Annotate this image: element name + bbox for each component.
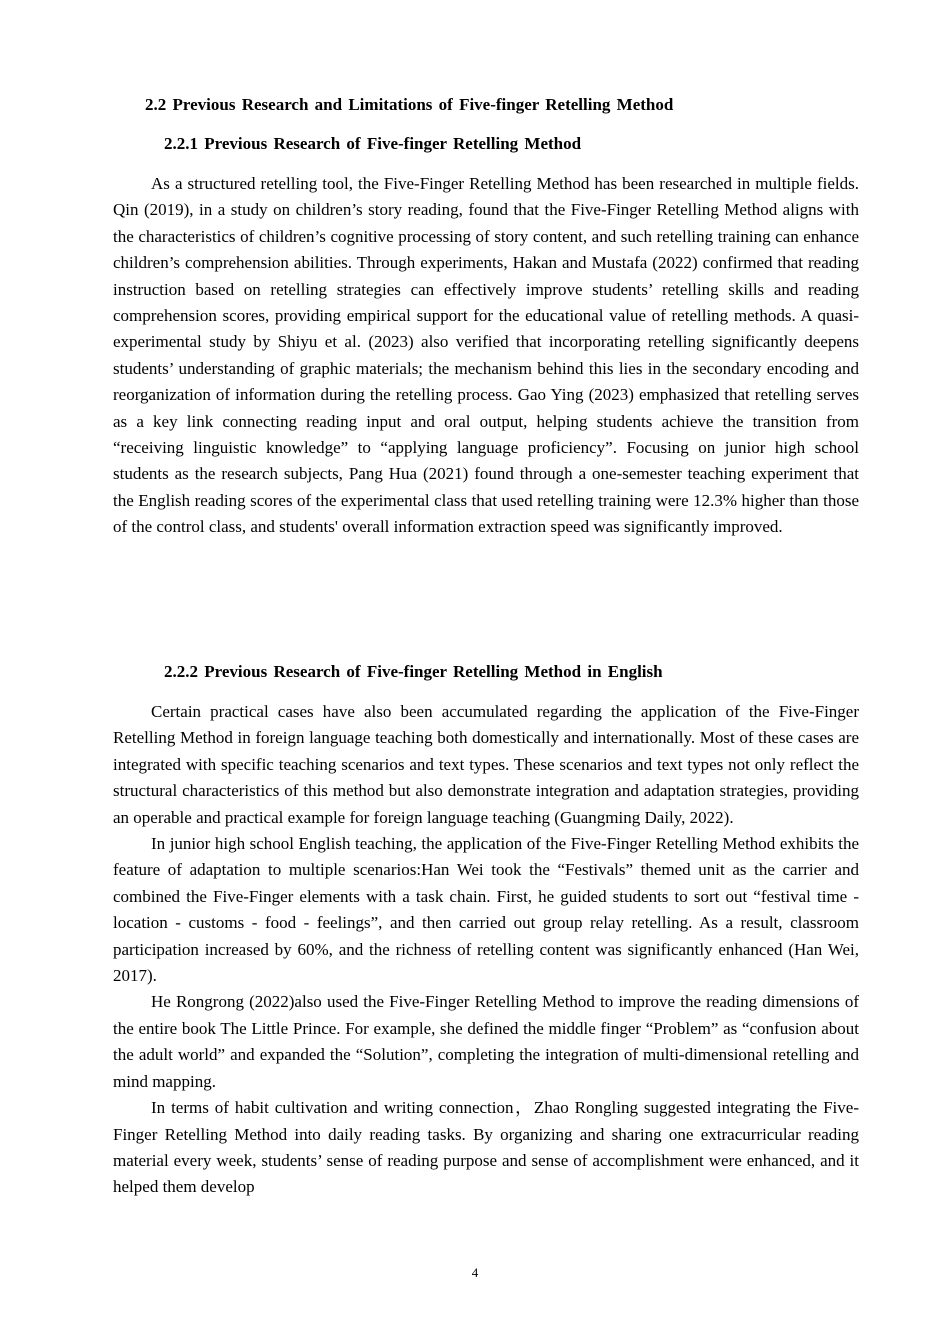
section-heading: 2.2 Previous Research and Limitations of Five-finger Retelling Method <box>145 95 674 114</box>
subsection-heading-2-2-1: 2.2.1 Previous Research of Five-finger Retelling Method <box>164 134 582 153</box>
paragraph: He Rongrong (2022)also used the Five-Finger Retelling Method to improve the reading dimensions of the entire book The Little Prince. For example, she defined the middle finger “Problem” as “confusion about the adult world” and expanded the “Solution”, completing the integration of multi-dimensional retelling and mind mapping. <box>113 992 859 1091</box>
paragraph: Certain practical cases have also been accumulated regarding the application of the Five-Finger Retelling Method in foreign language teaching both domestically and internationally. Most of these cases are integrated with specific teaching scenarios and text types. These scenarios and text types not only reflect the structural characteristics of this method but also demonstrate integration and adaptation strategies, providing an operable and practical example for foreign language teaching (Guangming Daily, 2022). <box>113 702 859 827</box>
subsection-2-2-2-body <box>113 699 859 1201</box>
page-number: 4 <box>471 1265 479 1280</box>
subsection-2-2-1-body <box>113 171 859 541</box>
paragraph: In terms of habit cultivation and writing connection，Zhao Rongling suggested integrating the Five-Finger Retelling Method into daily reading tasks. By organizing and sharing one extracurricular reading material every week, students’ sense of reading purpose and sense of accomplishment were enhanced, and it helped them develop <box>113 1098 859 1197</box>
paragraph: As a structured retelling tool, the Five-Finger Retelling Method has been researched in multiple fields. Qin (2019), in a study on children’s story reading, found that the Five-Finger Retelling Method aligns with the characteristics of children’s cognitive processing of story content, and such retelling training can enhance children’s comprehension abilities. Through experiments, Hakan and Mustafa (2022) confirmed that reading instruction based on retelling strategies can effectively improve students’ retelling skills and reading comprehension scores, providing empirical support for the educational value of retelling methods. A quasi-experimental study by Shiyu et al. (2023) also verified that incorporating retelling significantly deepens students’ understanding of graphic materials; the mechanism behind this lies in the secondary encoding and reorganization of information during the retelling process. Gao Ying (2023) emphasized that retelling serves as a key link connecting reading input and oral output, helping students achieve the transition from “receiving linguistic knowledge” to “applying language proficiency”. Focusing on junior high school students as the research subjects, Pang Hua (2021) found through a one-semester teaching experiment that the English reading scores of the experimental class that used retelling training were 12.3% higher than those of the control class, and students' overall information extraction speed was significantly improved. <box>113 174 859 537</box>
paragraph: In junior high school English teaching, the application of the Five-Finger Retelling Method exhibits the feature of adaptation to multiple scenarios:Han Wei took the “Festivals” themed unit as the carrier and combined the Five-Finger elements with a task chain. First, he guided students to sort out “festival time - location - customs - food - feelings”, and then carried out group relay retelling. As a result, classroom participation increased by 60%, and the richness of retelling content was significantly enhanced (Han Wei, 2017). <box>113 834 859 986</box>
subsection-heading-2-2-2: 2.2.2 Previous Research of Five-finger Retelling Method in English <box>164 662 663 681</box>
